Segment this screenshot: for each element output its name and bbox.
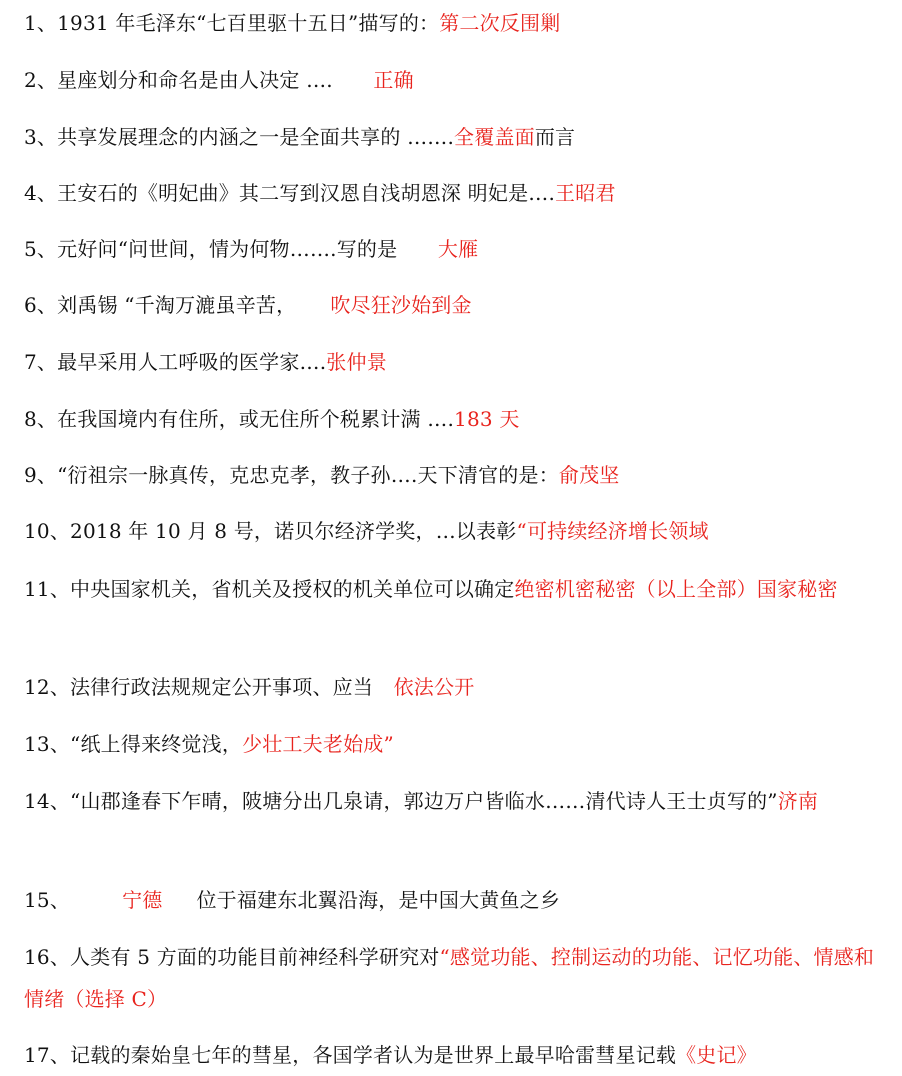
list-item (24, 879, 888, 921)
question-text: 15、 (24, 888, 71, 912)
answer-text: 少壮工夫老始成” (242, 732, 394, 756)
list-item (24, 59, 888, 101)
list-item (24, 454, 888, 496)
question-text: 10、2018 年 10 月 8 号，诺贝尔经济学奖，…以表彰 (24, 519, 517, 543)
answer-text: 吹尽狂沙始到金 (330, 293, 472, 317)
list-item (24, 284, 888, 326)
list-item (24, 398, 888, 440)
list-item (24, 568, 888, 610)
list-item (24, 936, 888, 1020)
list-item (24, 341, 888, 383)
question-text: 6、刘禹锡 “千淘万漉虽辛苦， (24, 293, 297, 317)
answer-text: 大雁 (437, 237, 479, 261)
list-item (24, 116, 888, 158)
question-text: 16、人类有 5 方面的功能目前神经科学研究对 (24, 945, 440, 969)
list-item (24, 228, 888, 270)
answer-text: 王昭君 (555, 181, 616, 205)
answer-text: 俞茂坚 (558, 463, 620, 487)
list-item (24, 780, 888, 822)
list-item (24, 666, 888, 708)
question-text: 14、“山郡逢春下乍晴，陂塘分出几泉请，郭边万户皆临水……清代诗人王士贞写的” (24, 789, 778, 813)
question-text: 8、在我国境内有住所，或无住所个税累计满 …. (24, 407, 455, 431)
answer-text: 《史记》 (676, 1043, 757, 1067)
answer-text: “可持续经济增长领域 (516, 519, 709, 543)
question-text: 1、1931 年毛泽东“七百里驱十五日”描写的： (24, 11, 440, 35)
question-text-tail: 而言 (534, 125, 576, 149)
list-item (24, 1034, 888, 1076)
answer-text: “感觉功能、控制运动的功能、记忆功能、情感和情绪（选择 C） (24, 945, 875, 1011)
question-text-tail: 位于福建东北翼沿海，是中国大黄鱼之乡 (196, 888, 561, 912)
answer-text: 正确 (373, 68, 414, 92)
answer-text: 第二次反围剿 (439, 11, 561, 35)
question-text: 2、星座划分和命名是由人决定 …. (24, 68, 340, 92)
list-item (24, 510, 888, 552)
answer-text: 依法公开 (393, 675, 475, 699)
question-text: 3、共享发展理念的内涵之一是全面共享的 ……. (24, 125, 455, 149)
list-item (24, 723, 888, 765)
question-text: 4、王安石的《明妃曲》其二写到汉恩自浅胡恩深 明妃是…. (24, 181, 556, 205)
question-text: 5、元好问“问世间，情为何物…….写的是 (24, 237, 404, 261)
answer-text: 绝密机密秘密（以上全部）国家秘密 (514, 577, 838, 601)
answer-text: 全覆盖面 (454, 125, 535, 149)
question-text: 9、“衍祖宗一脉真传，克忠克孝，教子孙….天下清官的是： (24, 463, 559, 487)
answer-text: 张仲景 (326, 350, 387, 374)
list-item (24, 2, 888, 44)
question-text: 7、最早采用人工呼吸的医学家…. (24, 350, 327, 374)
answer-text: 宁德 (122, 888, 163, 912)
answer-text: 济南 (777, 789, 819, 813)
answer-text: 183 天 (454, 407, 520, 431)
question-text: 12、法律行政法规规定公开事项、应当 (24, 675, 380, 699)
question-text: 17、记载的秦始皇七年的彗星，各国学者认为是世界上最早哈雷彗星记载 (24, 1043, 677, 1067)
list-item (24, 172, 888, 214)
question-text: 13、“纸上得来终觉浅， (24, 732, 243, 756)
question-text: 11、中央国家机关，省机关及授权的机关单位可以确定 (24, 577, 515, 601)
